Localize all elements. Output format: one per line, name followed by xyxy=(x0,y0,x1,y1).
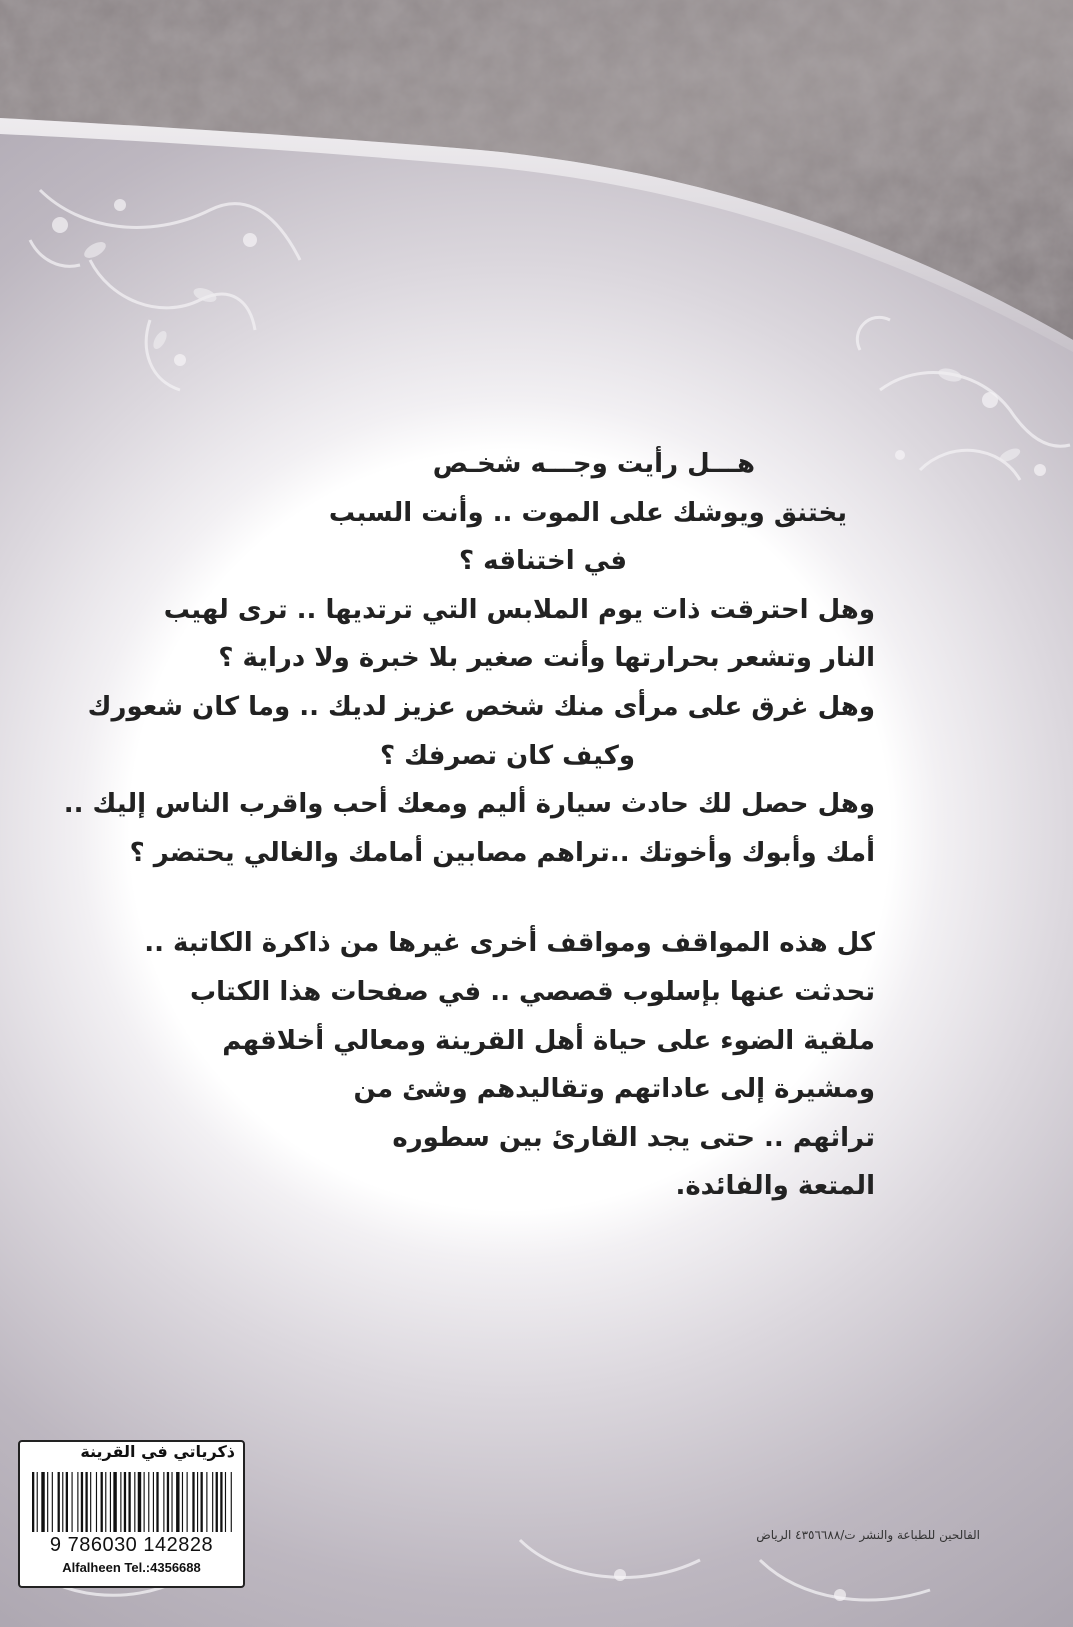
blurb-line: وكيف كان تصرفك ؟ xyxy=(380,740,635,771)
blurb-line: أمك وأبوك وأخوتك ..تراهم مصابين أمامك والغالي يحتضر ؟ xyxy=(129,837,875,868)
barcode-book-title: ذكرياتي في القرينة xyxy=(80,1442,235,1461)
barcode-bar xyxy=(128,1472,130,1532)
blurb-line: في اختناقه ؟ xyxy=(459,546,627,577)
barcode-bar xyxy=(113,1472,116,1532)
barcode-bar xyxy=(85,1472,87,1532)
barcode-icon xyxy=(30,1472,235,1532)
barcode-bar xyxy=(231,1472,232,1532)
barcode-bar xyxy=(148,1472,149,1532)
barcode-bar xyxy=(220,1472,222,1532)
barcode-bar xyxy=(32,1472,34,1532)
blurb-line: تحدثت عنها بإسلوب قصصي .. في صفحات هذا الكتاب xyxy=(189,976,875,1007)
barcode-bar xyxy=(105,1472,106,1532)
barcode-bar xyxy=(212,1472,213,1532)
blurb-line: النار وتشعر بحرارتها وأنت صغير بلا خبرة ولا دراية ؟ xyxy=(218,643,875,674)
blurb-line: ملقية الضوء على حياة أهل القرينة ومعالي أخلاقهم xyxy=(222,1025,875,1056)
blurb-line: وهل حصل لك حادث سيارة أليم ومعك أحب واقرب الناس إليك .. xyxy=(63,789,875,820)
barcode-bar xyxy=(120,1472,121,1532)
barcode-bar xyxy=(77,1472,78,1532)
blurb-line: يختنق ويوشك على الموت .. وأنت السبب xyxy=(328,497,847,528)
barcode-bar xyxy=(58,1472,60,1532)
blurb-line: وهل احترقت ذات يوم الملابس التي ترتديها .. ترى لهيب xyxy=(163,594,875,625)
barcode-bar xyxy=(187,1472,188,1532)
blurb-line: المتعة والفائدة. xyxy=(675,1171,875,1202)
barcode-bar xyxy=(134,1472,135,1532)
blurb-paragraph-1 xyxy=(63,440,875,877)
blurb-line: وهل غرق على مرأى منك شخص عزيز لديك .. وما كان شعورك xyxy=(87,691,875,722)
barcode-bar xyxy=(41,1472,44,1532)
blurb-text xyxy=(63,440,875,1211)
barcode-bar xyxy=(163,1472,164,1532)
barcode-bar xyxy=(72,1472,73,1532)
blurb-paragraph-2 xyxy=(140,919,875,1211)
barcode-bar xyxy=(47,1472,48,1532)
barcode-bar xyxy=(167,1472,169,1532)
blurb-line: تراثهم .. حتى يجد القارئ بين سطوره xyxy=(392,1122,875,1153)
barcode-bar xyxy=(182,1472,183,1532)
barcode-bar xyxy=(96,1472,97,1532)
barcode-bar xyxy=(110,1472,111,1532)
barcode-bar xyxy=(101,1472,103,1532)
barcode-bar xyxy=(138,1472,141,1532)
barcode-publisher-tel: Alfalheen Tel.:4356688 xyxy=(62,1560,201,1575)
barcode-bar xyxy=(81,1472,83,1532)
barcode-label xyxy=(18,1440,245,1588)
barcode-bar xyxy=(156,1472,158,1532)
barcode-bar xyxy=(201,1472,203,1532)
barcode-bar xyxy=(225,1472,226,1532)
barcode-bar xyxy=(52,1472,53,1532)
barcode-bar xyxy=(206,1472,207,1532)
barcode-bar xyxy=(144,1472,145,1532)
blurb-line: هـــل رأيت وجـــه شخـص xyxy=(432,449,755,479)
isbn-number: 9 786030 142828 xyxy=(49,1534,214,1556)
barcode-bar xyxy=(171,1472,172,1532)
barcode-bar xyxy=(62,1472,63,1532)
barcode-bar xyxy=(176,1472,179,1532)
barcode-bar xyxy=(37,1472,38,1532)
barcode-bar xyxy=(124,1472,126,1532)
barcode-bar xyxy=(197,1472,198,1532)
blurb-line: كل هذه المواقف ومواقف أخرى غيرها من ذاكرة الكاتبة .. xyxy=(144,928,875,959)
paragraph-gap xyxy=(140,877,875,919)
barcode-bar xyxy=(216,1472,218,1532)
barcode-bar xyxy=(66,1472,68,1532)
barcode-bar xyxy=(192,1472,194,1532)
publisher-imprint: الفالحين للطباعة والنشر ت/٤٣٥٦٦٨٨ الرياض xyxy=(756,1528,980,1542)
barcode-bar xyxy=(153,1472,154,1532)
blurb-line: ومشيرة إلى عاداتهم وتقاليدهم وشئ من xyxy=(353,1074,875,1105)
barcode-bar xyxy=(90,1472,91,1532)
